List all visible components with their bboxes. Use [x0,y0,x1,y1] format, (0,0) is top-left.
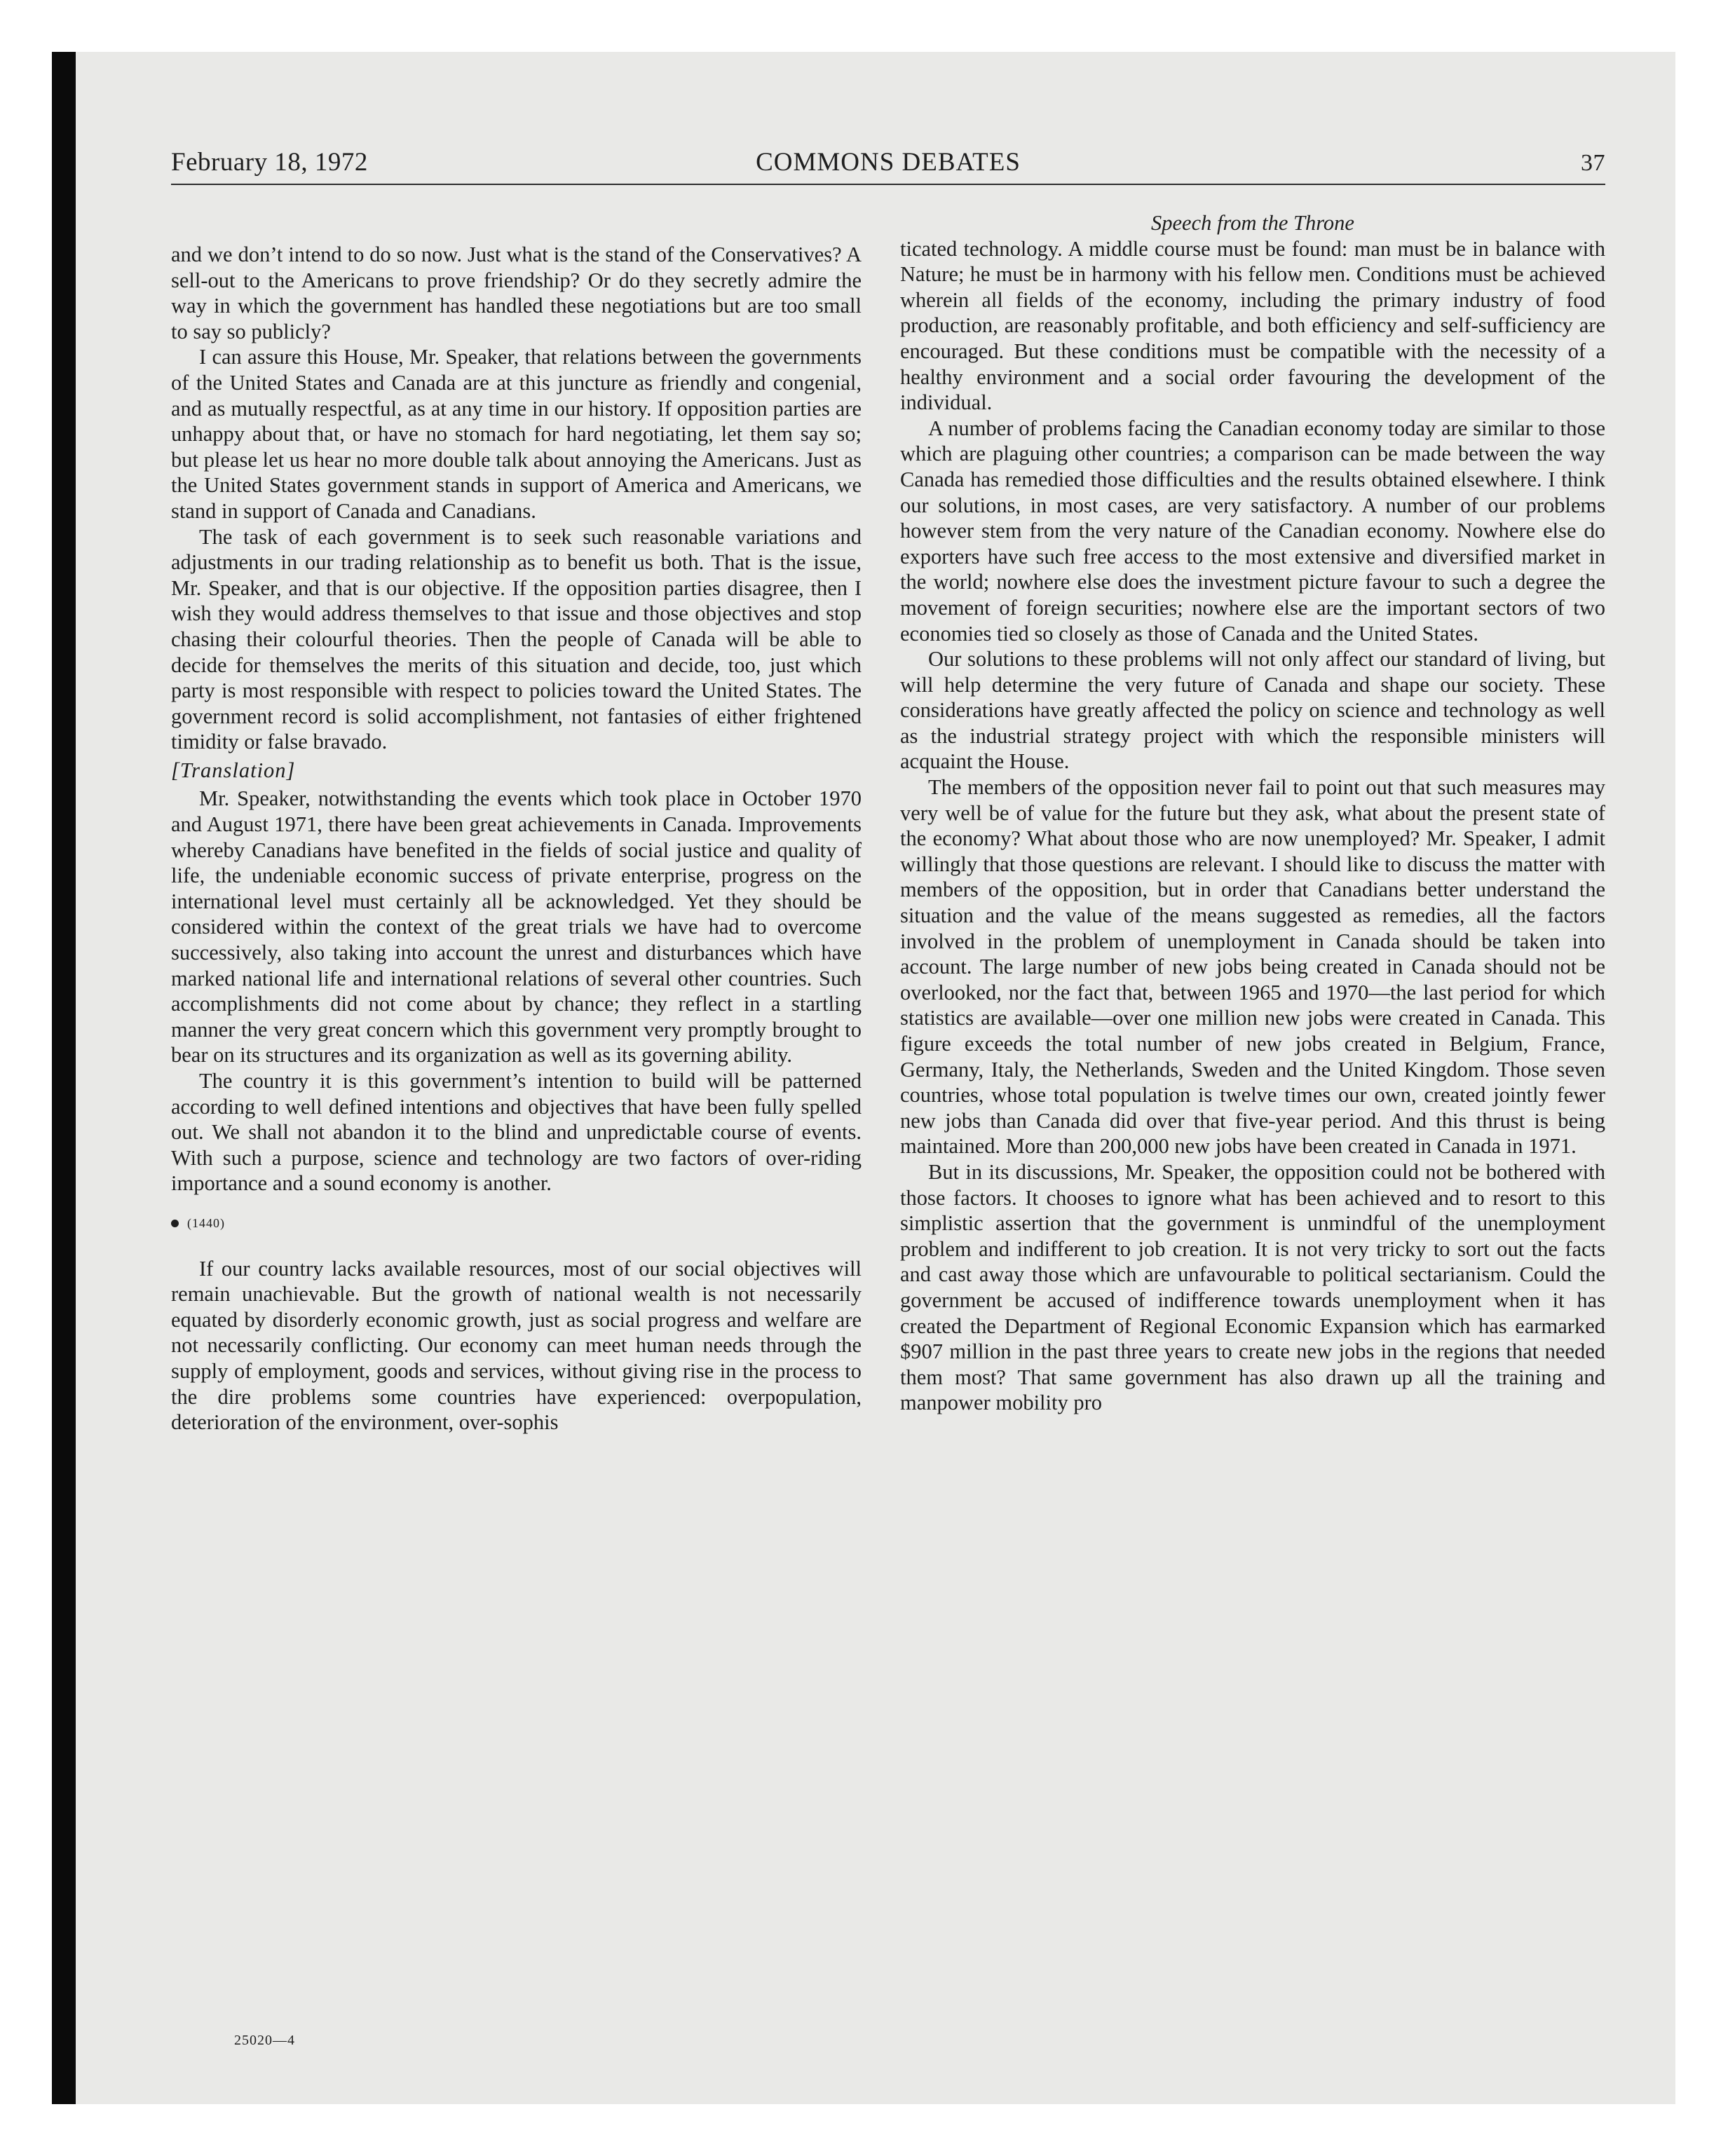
print-footnote: 25020—4 [234,2033,295,2048]
right-column [900,210,1605,1416]
paragraph: Mr. Speaker, notwithstanding the events which took place in October 1970 and August 1971, there have been great achievements in Canada. Improvements whereby Canadians have benefited in the fields of social justice and quality of life, the undeniable economic success of private enterprise, progress on the international level must certainly all be acknowledged. Yet they should be considered within the context of the great trials we have had to overcome successively, also taking into account the unrest and disturbances which have marked national life and international relations of several other countries. Such accomplishments did not come about by chance; they reflect in a startling manner the very great concern which this government very promptly brought to bear on its structures and its organization as well as its governing ability. [171,786,862,1067]
paragraph: Our solutions to these problems will not only affect our standard of living, but will help determine the very future of Canada and shape our society. These considerations have greatly affected the policy on science and technology as well as the industrial strategy project with which the responsible ministers will acquaint the House. [900,647,1605,774]
bullet-icon [171,1220,179,1227]
paragraph: A number of problems facing the Canadian economy today are similar to those which are plaguing other countries; a comparison can be made between the way Canada has remedied those difficulties and the results obtained elsewhere. I think our solutions, in most cases, are very satisfactory. A number of our problems however stem from the very nature of the Canadian economy. Nowhere else do exporters have such free access to the most extensive and diversified market in the world; nowhere else does the investment picture favour to such a degree the movement of foreign securities; nowhere else are the important sectors of two economies tied so closely as those of Canada and the United States. [900,416,1605,646]
paragraph: The task of each government is to seek such reasonable variations and adjustments in our trading relationship as to benefit us both. That is the issue, Mr. Speaker, and that is our objective. If the opposition parties disagree, then I wish they would address themselves to that issue and those objectives and stop chasing their colourful theories. Then the people of Canada will be able to decide for themselves the merits of this situation and decide, too, just which party is most responsible with respect to policies toward the United States. The government record is solid accomplishment, not fantasies of either frightened timidity or false bravado. [171,524,862,754]
header-title: COMMONS DEBATES [756,148,1021,177]
time-marker-label: (1440) [187,1215,225,1230]
left-column [171,242,862,1435]
paragraph: If our country lacks available resources, most of our social objectives will remain unachievable. But the growth of national wealth is not necessarily equated by disorderly economic growth, just as social progress and welfare are not necessarily conflicting. Our economy can meet human needs through the supply of employment, goods and services, without giving rise in the process to the dire problems some countries have experienced: overpopulation, deterioration of the environment, over-sophis [171,1256,862,1435]
page-number: 37 [1581,150,1605,176]
paragraph: and we don’t intend to do so now. Just what is the stand of the Conservatives? A sell-out to the Americans to prove friendship? Or do they secretly admire the way in which the government has handled these negotiations but are too small to say so publicly? [171,243,862,343]
translation-label: [Translation] [171,758,296,782]
paragraph: The country it is this government’s intention to build will be patterned according to well defined intentions and objectives that have been fully spelled out. We shall not abandon it to the blind and unpredictable course of events. With such a purpose, science and technology are two factors of over-riding importance and a sound economy is another. [171,1069,862,1196]
header-date: February 18, 1972 [171,148,368,177]
time-marker [171,1210,862,1236]
paragraph: But in its discussions, Mr. Speaker, the opposition could not be bothered with those factors. It chooses to ignore what has been achieved and to resort to this simplistic assertion that the government is unmindful of the unemployment problem and indifferent to job creation. It is not very tricky to sort out the facts and cast away those which are unfavourable to political sectarianism. Could the government be accused of indifference towards unemployment when it has created the Department of Regional Economic Expansion which has earmarked $907 million in the past three years to create new jobs in the regions that needed them most? That same government has also drawn up all the training and manpower mobility pro [900,1159,1605,1415]
binding-edge [52,52,76,2104]
document-page [171,147,1605,2048]
paragraph: I can assure this House, Mr. Speaker, that relations between the governments of the United States and Canada are at this juncture as friendly and congenial, and as mutually respectful, as at any time in our history. If opposition parties are unhappy about that, or have no stomach for hard negotiating, let them say so; but please let us hear no more double talk about annoying the Americans. Just as the United States government stands in support of America and Americans, we stand in support of Canada and Canadians. [171,345,862,523]
paragraph: ticated technology. A middle course must be found: man must be in balance with Nature; he must be in harmony with his fellow men. Conditions must be achieved wherein all fields of the economy, including the primary industry of food production, are reasonably profitable, and both efficiency and self-sufficiency are encouraged. But these conditions must be compatible with the necessity of a healthy environment and a social order favouring the development of the individual. [900,236,1605,415]
paragraph: The members of the opposition never fail to point out that such measures may very well be of value for the future but they ask, what about the present state of the economy? What about those who are now unemployed? Mr. Speaker, I admit willingly that those questions are relevant. I should like to discuss the matter with members of the opposition, but in order that Canadians better understand the situation and the value of the means suggested as remedies, all the factors involved in the problem of unemployment in Canada should be taken into account. The large number of new jobs being created in Canada should not be overlooked, nor the fact that, between 1965 and 1970—the last period for which statistics are available—over one million new jobs were created in Canada. This figure exceeds the total number of new jobs created in Belgium, France, Germany, Italy, the Netherlands, Sweden and the United Kingdom. Those seven countries, whose total population is twelve times our own, created jointly fewer new jobs than Canada did over that five-year period. And this thrust is being maintained. More than 200,000 new jobs have been created in Canada in 1971. [900,775,1605,1159]
header-rule [171,184,1605,185]
page-header [171,147,1605,182]
running-head: Speech from the Throne [1151,211,1354,235]
